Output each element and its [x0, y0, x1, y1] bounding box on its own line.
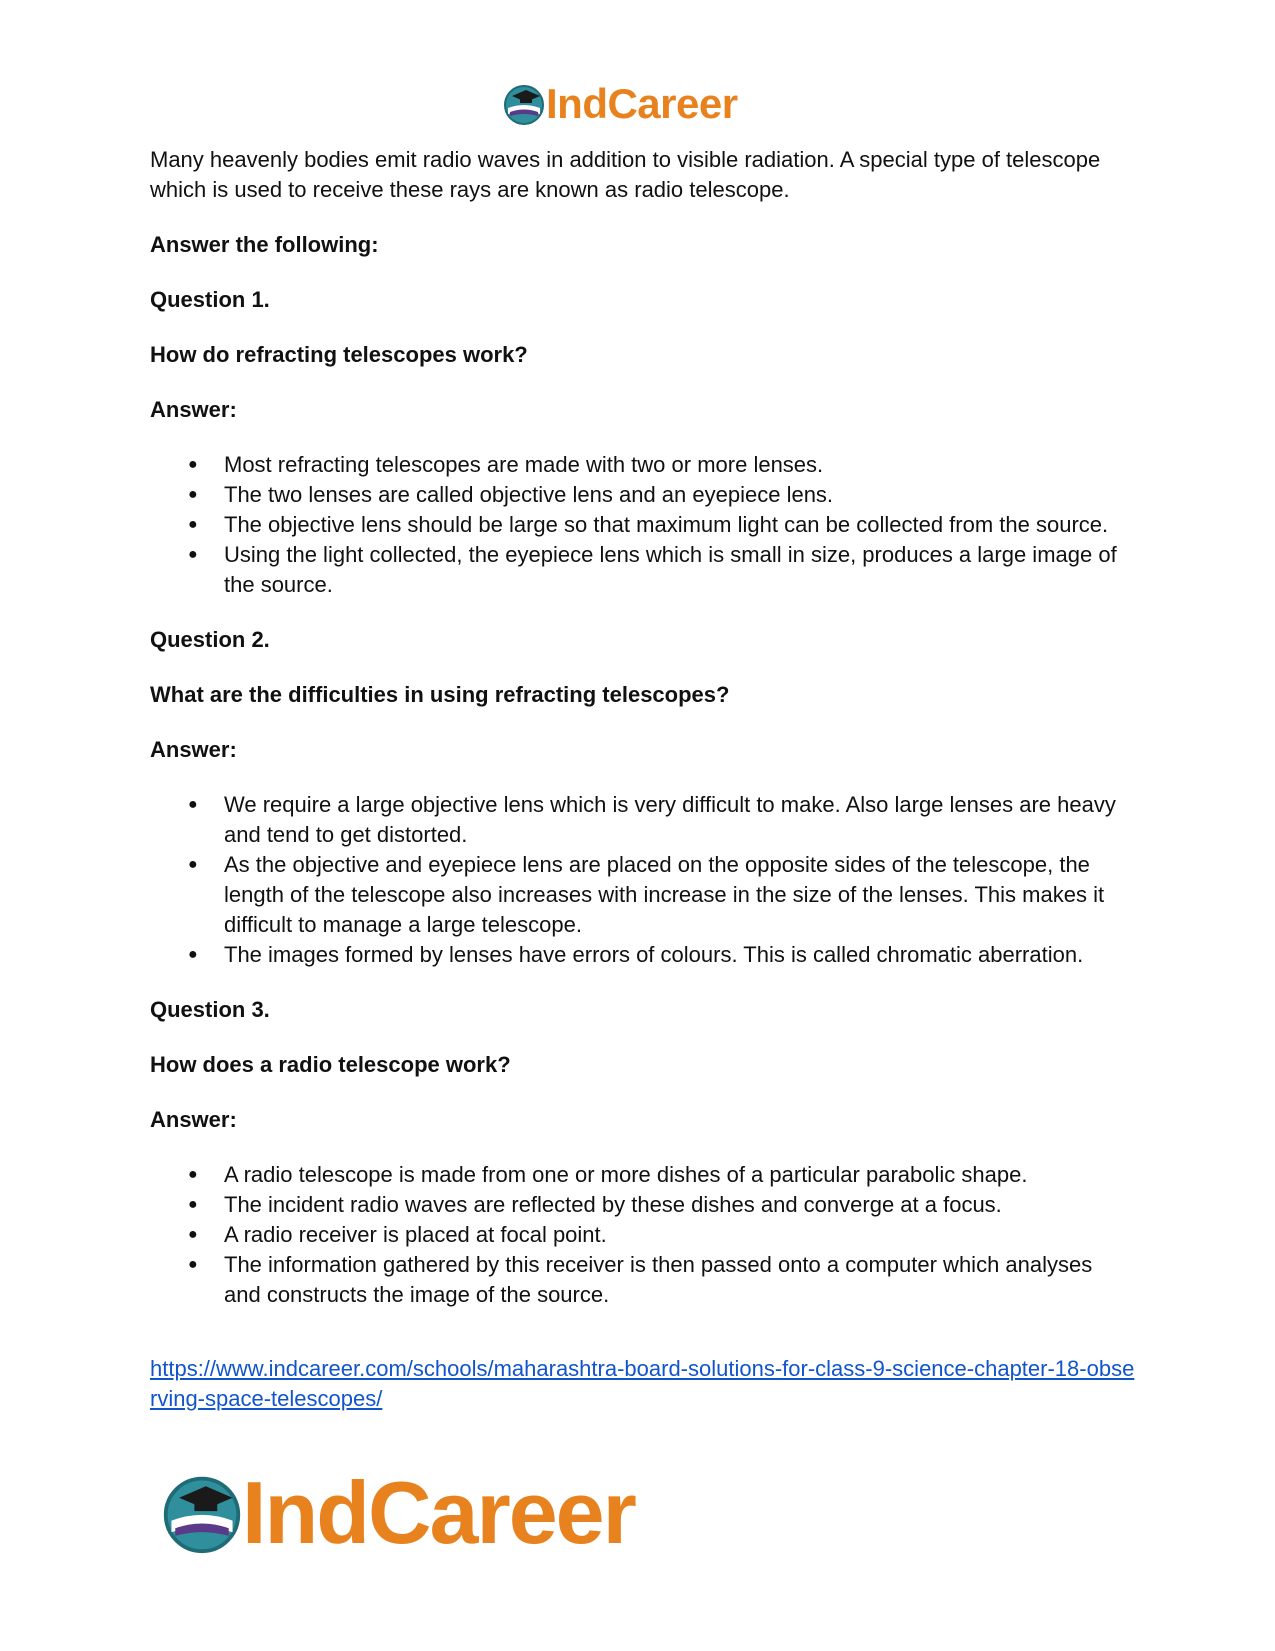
- answer-list: [150, 450, 1135, 600]
- question-text: What are the difficulties in using refracting telescopes?: [150, 682, 730, 707]
- question-text: How do refracting telescopes work?: [150, 342, 528, 367]
- list-item: ● The images formed by lenses have errors of colours. This is called chromatic aberration.: [150, 940, 1135, 970]
- list-item: ● The two lenses are called objective lens and an eyepiece lens.: [150, 480, 1135, 510]
- document-body: [150, 145, 1135, 1414]
- intro-paragraph: Many heavenly bodies emit radio waves in addition to visible radiation. A special type of telescope which is used to receive these rays are known as radio telescope.: [150, 147, 1101, 202]
- list-item: ● A radio receiver is placed at focal point.: [150, 1220, 1135, 1250]
- answer-label: Answer:: [150, 737, 237, 762]
- answer-label: Answer:: [150, 397, 237, 422]
- answer-list: [150, 790, 1135, 970]
- question-label: Question 1.: [150, 287, 270, 312]
- list-item: ● A radio telescope is made from one or more dishes of a particular parabolic shape.: [150, 1160, 1135, 1190]
- header-logo: [502, 80, 772, 128]
- list-item: ● Using the light collected, the eyepiece lens which is small in size, produces a large image of the source.: [150, 540, 1135, 600]
- logo-wordmark: IndCareer: [242, 1463, 635, 1562]
- list-item: ● As the objective and eyepiece lens are placed on the opposite sides of the telescope, the length of the telescope also increases with increase in the size of the lenses. This makes it difficult to manage a large telescope.: [150, 850, 1135, 940]
- list-item: ● Most refracting telescopes are made with two or more lenses.: [150, 450, 1135, 480]
- list-item: ● The objective lens should be large so that maximum light can be collected from the source.: [150, 510, 1135, 540]
- footer-logo: [160, 1463, 700, 1562]
- globe-graduation-cap-icon: [502, 82, 546, 126]
- question-label: Question 2.: [150, 627, 270, 652]
- instruction-heading: Answer the following:: [150, 232, 379, 257]
- question-label: Question 3.: [150, 997, 270, 1022]
- list-item: ● The incident radio waves are reflected by these dishes and converge at a focus.: [150, 1190, 1135, 1220]
- answer-label: Answer:: [150, 1107, 237, 1132]
- question-text: How does a radio telescope work?: [150, 1052, 511, 1077]
- logo-wordmark: IndCareer: [546, 80, 738, 127]
- list-item: ● We require a large objective lens which is very difficult to make. Also large lenses are heavy and tend to get distorted.: [150, 790, 1135, 850]
- globe-graduation-cap-icon: [160, 1471, 244, 1555]
- list-item: ● The information gathered by this receiver is then passed onto a computer which analyses and constructs the image of the source.: [150, 1250, 1135, 1310]
- source-link[interactable]: https://www.indcareer.com/schools/maharashtra-board-solutions-for-class-9-science-chapter-18-observing-space-telescopes/: [150, 1356, 1135, 1411]
- answer-list: [150, 1160, 1135, 1310]
